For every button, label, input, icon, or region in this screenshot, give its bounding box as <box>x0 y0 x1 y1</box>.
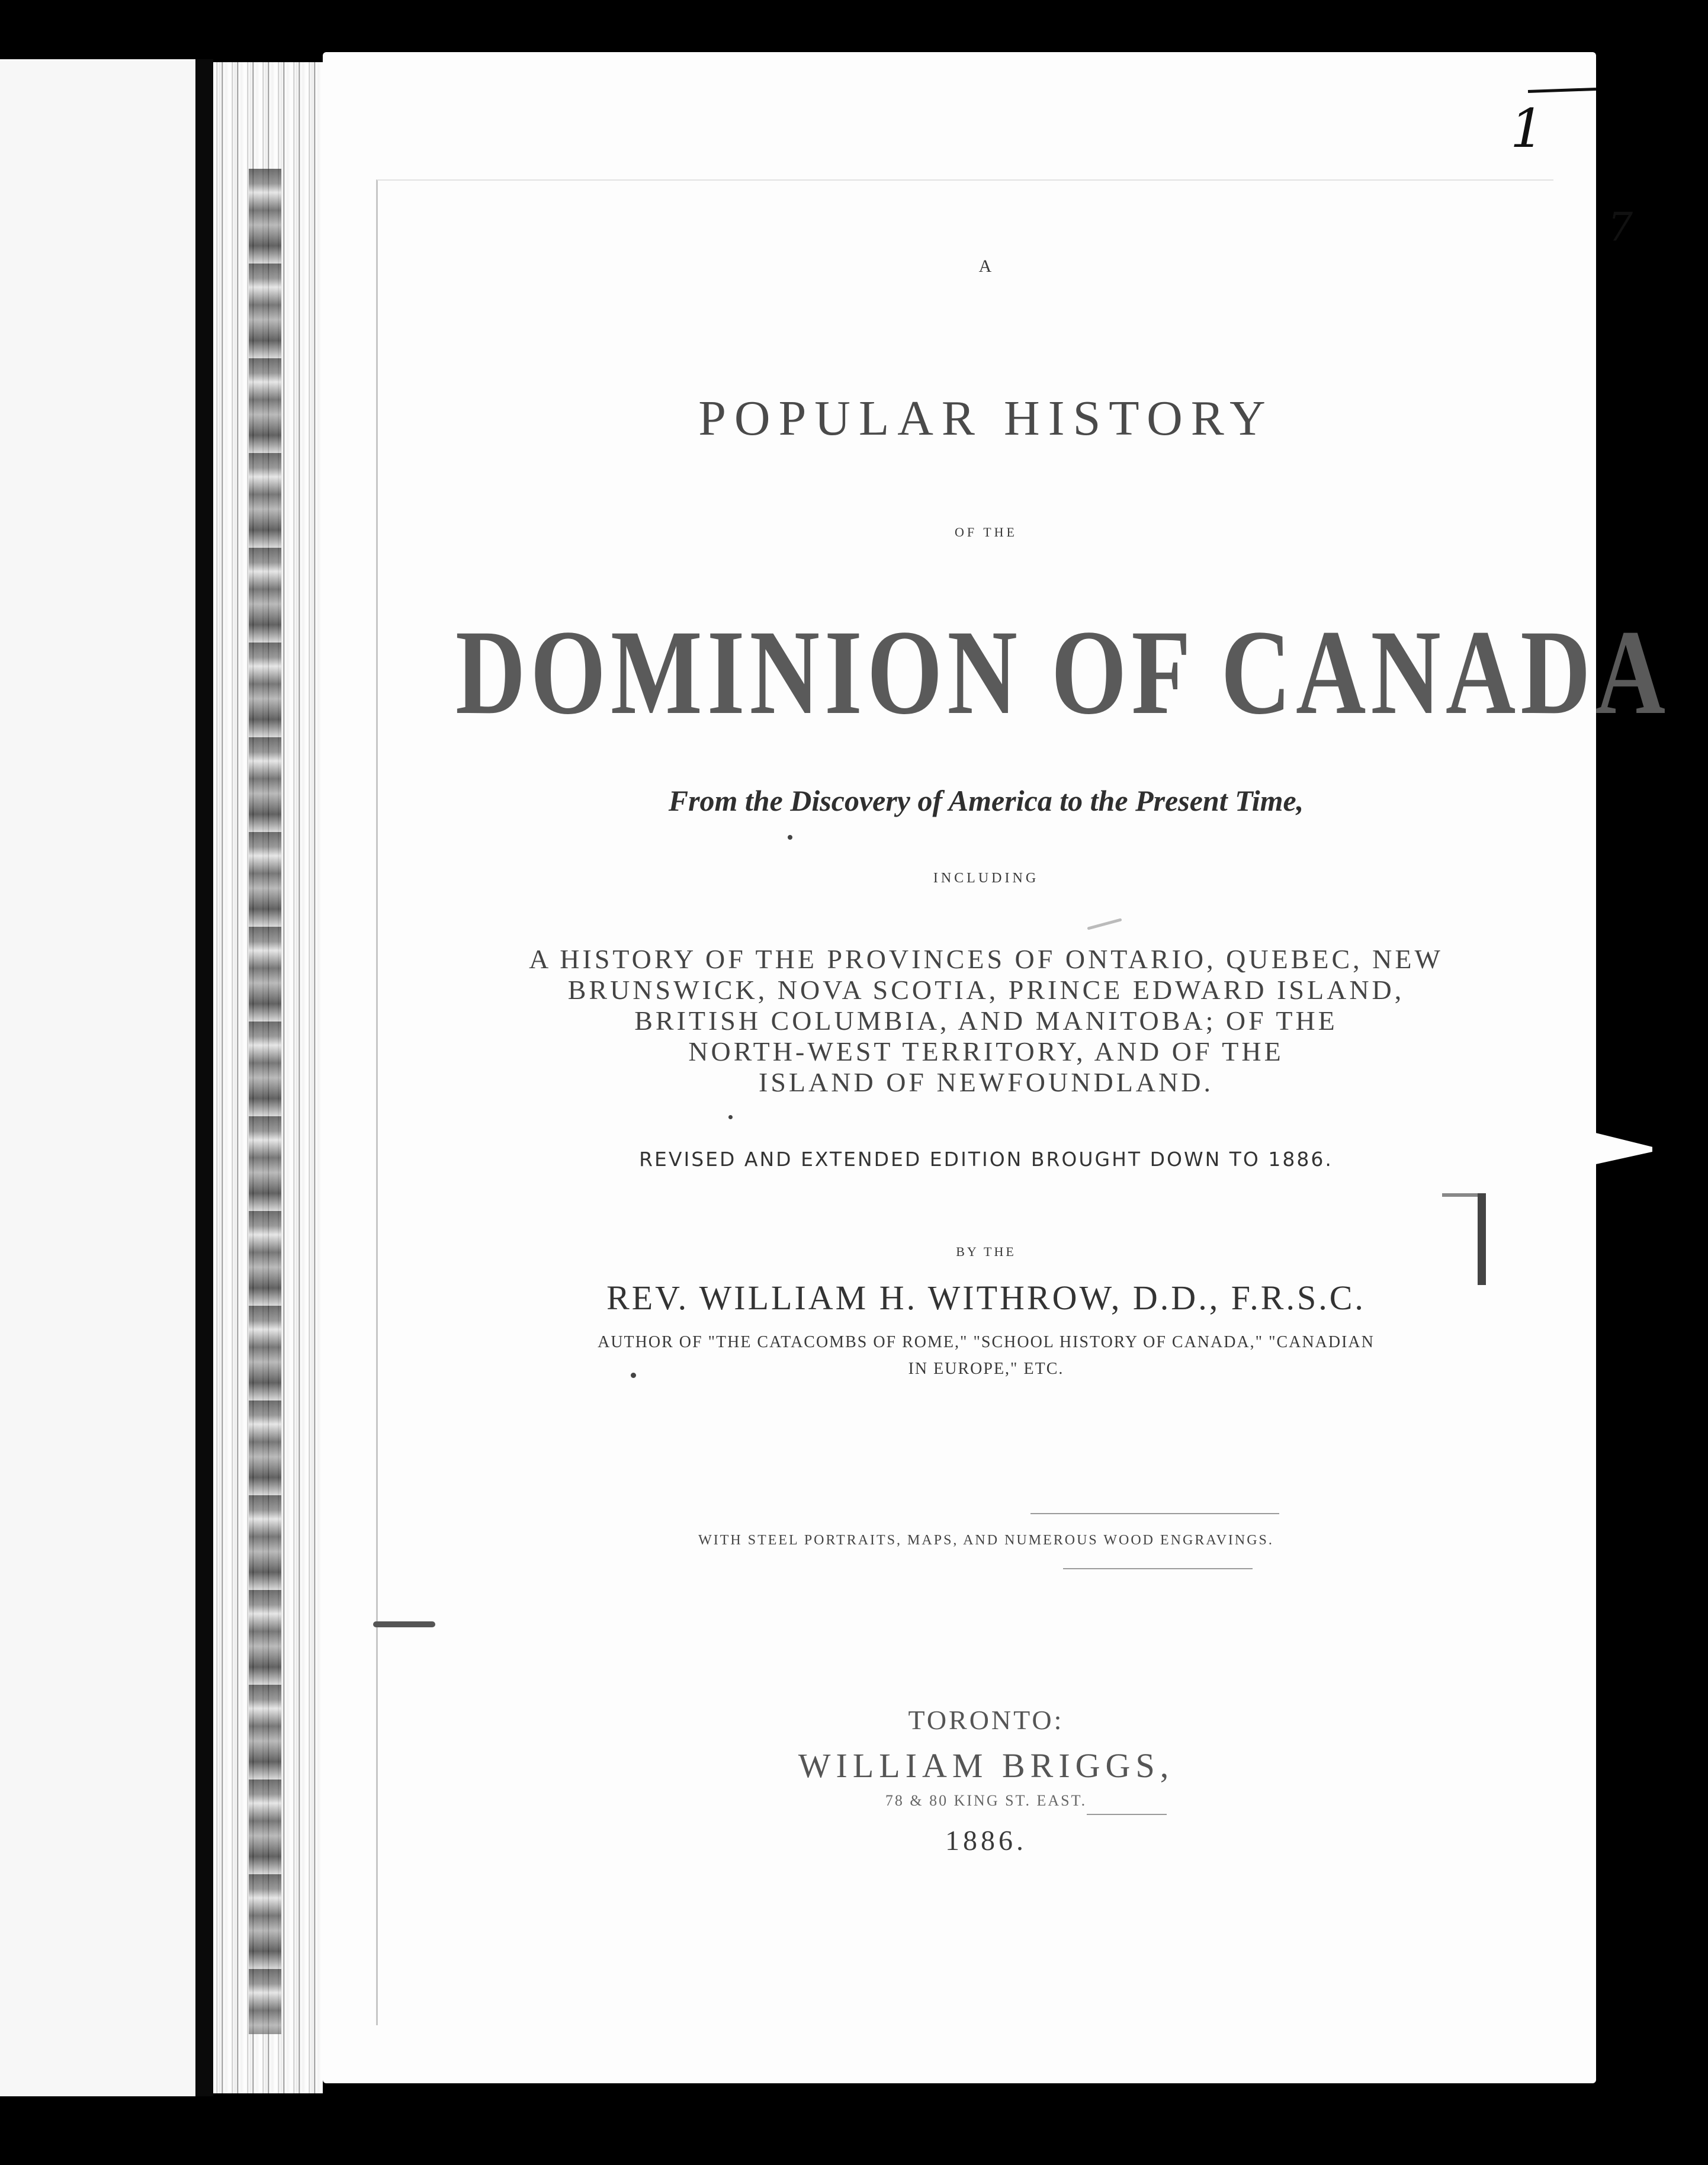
provinces-line: A HISTORY OF THE PROVINCES OF ONTARIO, QUEBEC, NEW <box>529 944 1443 974</box>
handwritten-margin-mark: 7 <box>1608 204 1633 250</box>
title-of-the: OF THE <box>955 525 1017 539</box>
imprint-year: 1886. <box>945 1825 1027 1856</box>
imprint-address: 78 & 80 KING ST. EAST. <box>885 1792 1087 1809</box>
handwritten-page-number: 1 <box>1510 98 1545 160</box>
main-title: DOMINION OF CANADA <box>455 605 1671 740</box>
title-popular-history: POPULAR HISTORY <box>698 391 1274 446</box>
facing-page <box>0 59 195 2096</box>
book-spine-binding <box>213 62 323 2093</box>
divider-rule <box>1087 1814 1167 1815</box>
ink-speck <box>1087 918 1122 930</box>
edition-note: REVISED AND EXTENDED EDITION BROUGHT DOWN TO 1886. <box>639 1148 1333 1171</box>
illustrations-note: WITH STEEL PORTRAITS, MAPS, AND NUMEROUS WOOD ENGRAVINGS. <box>698 1533 1274 1548</box>
imprint-city: TORONTO: <box>908 1705 1064 1735</box>
divider-rule <box>1030 1513 1279 1514</box>
book-gutter <box>195 59 213 2096</box>
author-works-line: AUTHOR OF "THE CATACOMBS OF ROME," "SCHOOL HISTORY OF CANADA," "CANADIAN <box>598 1333 1375 1351</box>
ink-speck <box>788 835 792 840</box>
ink-speck <box>631 1373 636 1378</box>
margin-bracket <box>1478 1193 1486 1285</box>
provinces-line: BRUNSWICK, NOVA SCOTIA, PRINCE EDWARD ISLAND, <box>567 975 1405 1005</box>
ink-speck <box>728 1115 733 1119</box>
title-article: A <box>978 256 994 276</box>
by-the-label: BY THE <box>956 1244 1016 1259</box>
ink-speck <box>373 1621 435 1627</box>
provinces-line: BRITISH COLUMBIA, AND MANITOBA; OF THE <box>634 1006 1338 1036</box>
author-works-line: IN EUROPE," ETC. <box>908 1360 1064 1378</box>
title-page <box>323 52 1671 2083</box>
divider-rule <box>1063 1568 1253 1569</box>
author-name: REV. WILLIAM H. WITHROW, D.D., F.R.S.C. <box>606 1279 1366 1317</box>
provinces-line: ISLAND OF NEWFOUNDLAND. <box>759 1067 1213 1097</box>
subtitle: From the Discovery of America to the Present Time, <box>668 784 1304 817</box>
imprint-publisher: WILLIAM BRIGGS, <box>798 1746 1174 1785</box>
provinces-line: NORTH-WEST TERRITORY, AND OF THE <box>688 1036 1284 1067</box>
including-label: INCLUDING <box>933 871 1039 886</box>
